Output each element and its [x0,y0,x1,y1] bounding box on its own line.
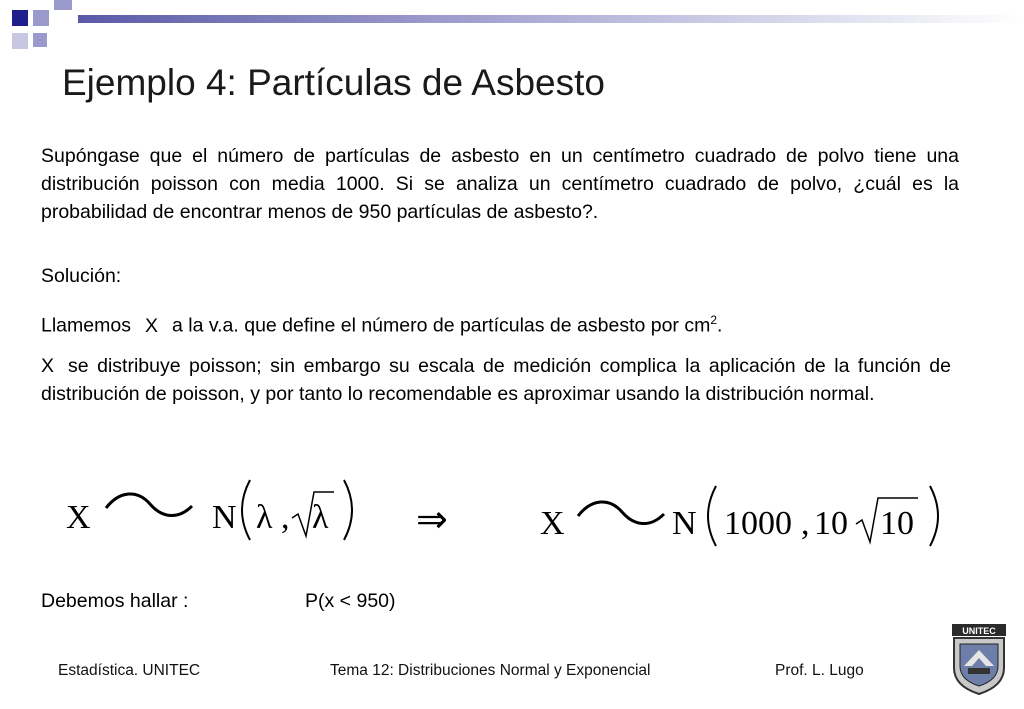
formula-right-n: N [672,505,697,542]
logo-text: UNITEC [962,626,996,636]
slide-title: Ejemplo 4: Partículas de Asbesto [62,62,605,103]
normal-approximation-formula [0,460,1024,580]
formula-left-lambda: λ [256,499,273,536]
define-variable: X [144,314,158,337]
find-label: Debemos hallar : [41,590,189,612]
variable-definition [41,306,722,340]
header-decoration [0,0,1024,60]
formula-right-comma: , [801,505,810,542]
dist-variable: X [41,355,55,377]
formula-left-lambda-root: λ [312,499,329,536]
solution-label: Solución: [41,265,122,287]
find-expression: P(x < 950) [305,590,396,612]
footer-left: Estadística. UNITEC [58,662,201,679]
footer-center: Tema 12: Distribuciones Normal y Exponencial [330,662,651,679]
formula-right-mean: 1000 [724,505,792,542]
define-end: . [717,314,723,337]
define-post: a la v.a. que define el número de partículas de asbesto por cm [171,314,711,337]
problem-statement: Supóngase que el número de partículas de asbesto en un centímetro cuadrado de polvo tiene una distribución poisson con media 1000. Si se analiza un centímetro cuadrado de polvo, ¿cuál es la probabilidad de encontrar menos de 950 partículas de asbesto?. [41,145,959,223]
define-exponent: 2 [710,313,718,327]
paren-open-right [708,486,716,546]
tilde-right-icon [578,502,664,524]
implies-icon: ⇒ [416,499,448,541]
formula-left-comma: , [281,499,290,536]
tilde-left-icon [106,494,192,516]
formula-right-sd-coef: 10 [814,505,848,542]
formula-right-x: X [540,505,565,542]
paren-close-right [930,486,938,546]
formula-left-x: X [66,499,91,536]
dist-text: se distribuye poisson; sin embargo su escala de medición complica la aplicación de la función de distribución de poisson, y por tanto lo recomendable es aproximar usando la distribución normal. [41,355,951,405]
footer-right: Prof. L. Lugo [775,662,864,679]
distribution-explanation [41,352,951,408]
formula-right-sd-root: 10 [880,505,914,542]
paren-open-left [242,480,250,540]
university-shield-icon [948,622,1010,696]
define-pre: Llamemos [41,314,131,337]
formula-left-n: N [212,499,237,536]
find-row [41,590,396,613]
paren-close-left [344,480,352,540]
